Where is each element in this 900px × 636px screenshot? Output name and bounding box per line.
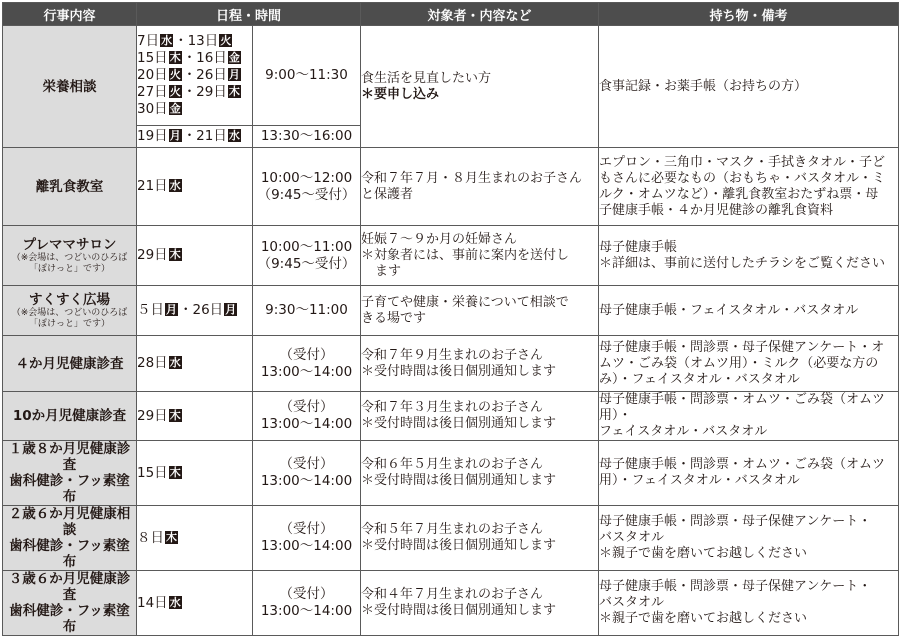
items-cell: 母子健康手帳・問診票・母子保健アンケート・ バスタオル ＊親子で歯を磨いてお越しください [599,571,899,636]
target-cell: 令和４年７月生まれのお子さん ＊受付時間は後日個別通知します [361,571,599,636]
time-cell: （受付） 13:00〜14:00 [253,392,361,441]
event-name: １歳８か月児健康診査 歯科健診・フッ素塗布 [3,441,137,506]
table-row [3,392,899,441]
target-cell: 食生活を見直したい方 ＊要申し込み [361,26,599,148]
items-cell: 母子健康手帳・フェイスタオル・バスタオル [599,286,899,336]
time-cell: 10:00〜11:00 （9:45〜受付） [253,226,361,286]
weekday-badge: 水 [169,356,181,369]
weekday-badge: 月 [228,68,240,81]
venue-note: 「ぽけっと」です） [28,318,110,329]
event-name: ３歳６か月児健康診査 歯科健診・フッ素塗布 [3,571,137,636]
date-cell: 28日 水 [137,336,253,392]
weekday-badge: 水 [228,129,240,142]
date-cell: 29日 木 [137,226,253,286]
weekday-badge: 月 [166,303,177,316]
table-row [3,336,899,392]
items-cell: 食事記録・お薬手帳（お持ちの方） [599,26,899,148]
time-cell: 9:00〜11:30 [253,26,361,126]
date-cell: 7日 水 ・13日 火 15日 木 ・16日 金 20日 火 ・26日 月 27日 火 ・29日 木 30日 金 [137,26,253,126]
time-cell: （受付） 13:00〜14:00 [253,571,361,636]
weekday-badge: 月 [169,129,181,142]
time-cell: （受付） 13:00〜14:00 [253,506,361,571]
target-cell: 令和７年３月生まれのお子さん ＊受付時間は後日個別通知します [361,392,599,441]
weekday-badge: 火 [169,68,181,81]
time-cell: 13:30〜16:00 [253,126,361,148]
venue-note: 「ぽけっと」です） [28,263,110,274]
target-cell: 令和５年７月生まれのお子さん ＊受付時間は後日個別通知します [361,506,599,571]
items-cell: 母子健康手帳・問診票・オムツ・ごみ袋（オムツ用）・ フェイスタオル・バスタオル [599,392,899,441]
event-name: 栄養相談 [3,26,137,148]
weekday-badge: 木 [166,530,177,544]
venue-note: （※会場は、つどいのひろば [11,252,128,263]
date-cell: ５日 月 ・26日 月 [137,286,253,336]
table-row [3,286,899,336]
weekday-badge: 水 [169,179,181,192]
target-cell: 令和６年５月生まれのお子さん ＊受付時間は後日個別通知します [361,441,599,506]
header-schedule: 日程・時間 [137,3,361,26]
weekday-badge: 木 [169,465,181,479]
table-row [3,571,899,636]
weekday-badge: 木 [169,408,181,422]
weekday-badge: 木 [169,248,181,261]
weekday-badge: 木 [228,85,240,98]
weekday-badge: 水 [169,595,181,609]
target-cell: 妊娠７〜９か月の妊婦さん ＊対象者には、事前に案内を送付し ます [361,226,599,286]
items-cell: エプロン・三角巾・マスク・手拭きタオル・子ど もさんに必要なもの（おもちゃ・バスタオル・ミ ルク・オムツなど）・離乳食教室おたずね票・母 子健康手帳・４か月児健診の離乳食資料 [599,148,899,226]
date-cell: 29日 木 [137,392,253,441]
time-cell: 10:00〜12:00 （9:45〜受付） [253,148,361,226]
date-cell: 19日 月 ・21日 水 [137,126,253,148]
event-name: すくすく広場 （※会場は、つどいのひろば 「ぽけっと」です） [3,286,137,336]
weekday-badge: 火 [220,34,232,47]
weekday-badge: 木 [169,51,181,64]
items-cell: 母子健康手帳・問診票・母子保健アンケート・ バスタオル ＊親子で歯を磨いてお越しください [599,506,899,571]
table-row [3,441,899,506]
target-cell: 令和７年７月・８月生まれのお子さん と保護者 [361,148,599,226]
schedule-table [2,2,899,636]
header-event: 行事内容 [3,3,137,26]
weekday-badge: 火 [169,85,181,98]
items-cell: 母子健康手帳 ＊詳細は、事前に送付したチラシをご覧ください [599,226,899,286]
table-row [3,226,899,286]
target-cell: 令和７年９月生まれのお子さん ＊受付時間は後日個別通知します [361,336,599,392]
table-row [3,26,899,126]
items-cell: 母子健康手帳・問診票・母子保健アンケート・オ ムツ・ごみ袋（オムツ用）・ミルク（必要な方の み）・フェイスタオル・バスタオル [599,336,899,392]
weekday-badge: 金 [169,102,181,115]
items-cell: 母子健康手帳・問診票・オムツ・ごみ袋（オムツ 用）・フェイスタオル・バスタオル [599,441,899,506]
event-name: プレママサロン （※会場は、つどいのひろば 「ぽけっと」です） [3,226,137,286]
venue-note: （※会場は、つどいのひろば [11,307,128,318]
header-items: 持ち物・備考 [599,3,899,26]
table-row [3,506,899,571]
header-row [3,3,899,26]
table-row [3,148,899,226]
target-cell: 子育てや健康・栄養について相談で きる場です [361,286,599,336]
date-cell: 14日 水 [137,571,253,636]
time-cell: 9:30〜11:00 [253,286,361,336]
weekday-badge: 月 [225,303,237,316]
date-cell: 21日 水 [137,148,253,226]
event-name: ２歳６か月児健康相談 歯科健診・フッ素塗布 [3,506,137,571]
time-cell: （受付） 13:00〜14:00 [253,441,361,506]
date-cell: ８日 木 [137,506,253,571]
header-target: 対象者・内容など [361,3,599,26]
time-cell: （受付） 13:00〜14:00 [253,336,361,392]
event-name: ４か月児健康診査 [3,336,137,392]
event-name: 離乳食教室 [3,148,137,226]
event-name: 10か月児健康診査 [3,392,137,441]
weekday-badge: 金 [228,51,240,64]
date-cell: 15日 木 [137,441,253,506]
weekday-badge: 水 [161,34,173,47]
